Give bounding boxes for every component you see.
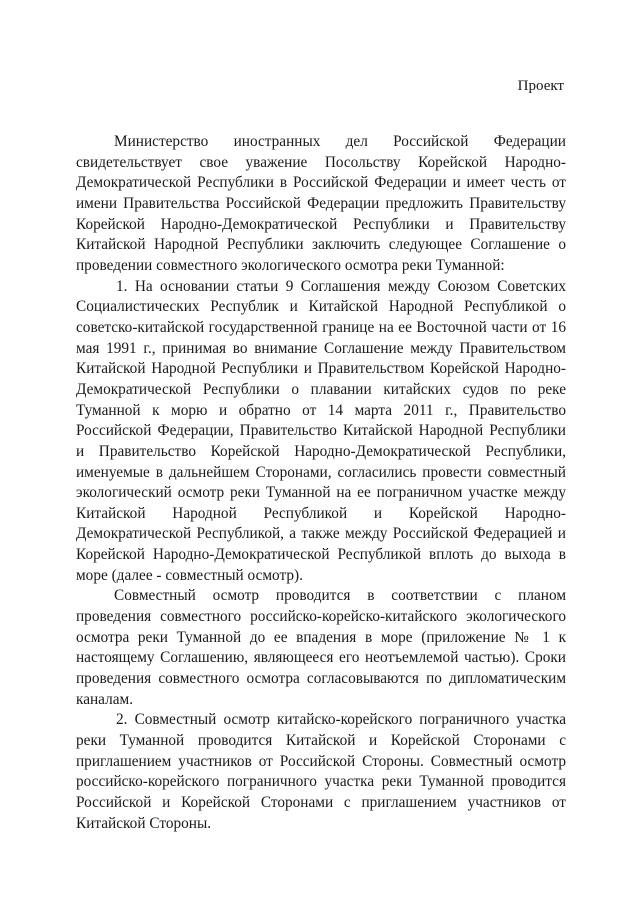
clause-1-paragraph: 1. На основании статьи 9 Соглашения между Союзом Советских Социалистических Республик и Китайской Народной Республикой о советско-китайской государственной границе на ее Восточной части от 16 мая 1991 г., принимая во внимание Соглашение между Правительством Китайской Народной Республики и Правительством Корейской Народно-Демократической Республики о плавании китайских судов по реке Туманной к морю и обратно от 14 марта 2011 г., Правительство Российской Федерации, Правительство Китайской Народной Республики и Правительство Корейской Народно-Демократической Республики, именуемые в дальнейшем Сторонами, согласились провести совместный экологический осмотр реки Туманной на ее пограничном участке между Китайской Народной Республикой и Корейской Народно-Демократической Республикой, а также между Российской Федерацией и Корейской Народно-Демократической Республикой вплоть до выхода в море (далее - совместный осмотр). <box>76 277 566 584</box>
document-body <box>76 132 566 834</box>
joint-inspection-paragraph: Совместный осмотр проводится в соответствии с планом проведения совместного российско-корейско-китайского экологического осмотра реки Туманной до ее впадения в море (приложение № 1 к настоящему Соглашению, являющееся его неотъемлемой частью). Сроки проведения совместного осмотра согласовываются по дипломатическим каналам. <box>76 587 566 708</box>
draft-label: Проект <box>517 78 564 94</box>
clause-2-paragraph: 2. Совместный осмотр китайско-корейского пограничного участка реки Туманной проводится Китайской и Корейской Сторонами с приглашением участников от Российской Стороны. Совместный осмотр российско-корейского пограничного участка реки Туманной проводится Российской и Корейской Сторонами с приглашением участников от Китайской Стороны. <box>76 711 566 832</box>
intro-paragraph: Министерство иностранных дел Российской Федерации свидетельствует свое уважение Посольству Корейской Народно-Демократической Республики в Российской Федерации и имеет честь от имени Правительства Российской Федерации предложить Правительству Корейской Народно-Демократической Республики и Правительству Китайской Народной Республики заключить следующее Соглашение о проведении совместного экологического осмотра реки Туманной: <box>76 133 566 274</box>
